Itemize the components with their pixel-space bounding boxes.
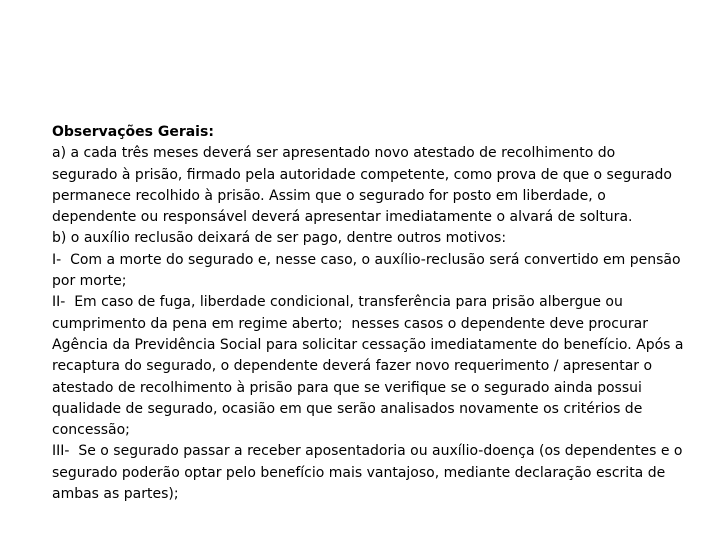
paragraph-item-i: I- Com a morte do segurado e, nesse caso, o auxílio-reclusão será convertido em pensão por morte; (52, 251, 685, 290)
paragraph-item-ii: II- Em caso de fuga, liberdade condicional, transferência para prisão albergue ou cumprimento da pena em regime aberto; nesses casos o dependente deve procurar Agência da Previdência Social para solicitar cessação imediatamente do benefício. Após a recaptura do segurado, o dependente deverá fazer novo requerimento / apresentar o atestado de recolhimento à prisão para que se verifique se o segurado ainda possui qualidade de segurado, ocasião em que serão analisados novamente os critérios de concessão; (52, 294, 688, 439)
observations-heading: Observações Gerais: (52, 124, 214, 140)
paragraph-b: b) o auxílio reclusão deixará de ser pago, dentre outros motivos: (52, 230, 507, 247)
paragraph-a: a) a cada três meses deverá ser apresentado novo atestado de recolhimento do segurado à prisão, firmado pela autoridade competente, como prova de que o segurado permanece recolhido à prisão. Assim que o segurado for posto em liberdade, o dependente ou responsável deverá apresentar imediatamente o alvará de soltura. (52, 145, 677, 226)
observations-text-block (52, 122, 688, 505)
paragraph-item-iii: III- Se o segurado passar a receber aposentadoria ou auxílio-doença (os dependentes e o segurado poderão optar pelo benefício mais vantajoso, mediante declaração escrita de ambas as partes); (52, 443, 687, 503)
